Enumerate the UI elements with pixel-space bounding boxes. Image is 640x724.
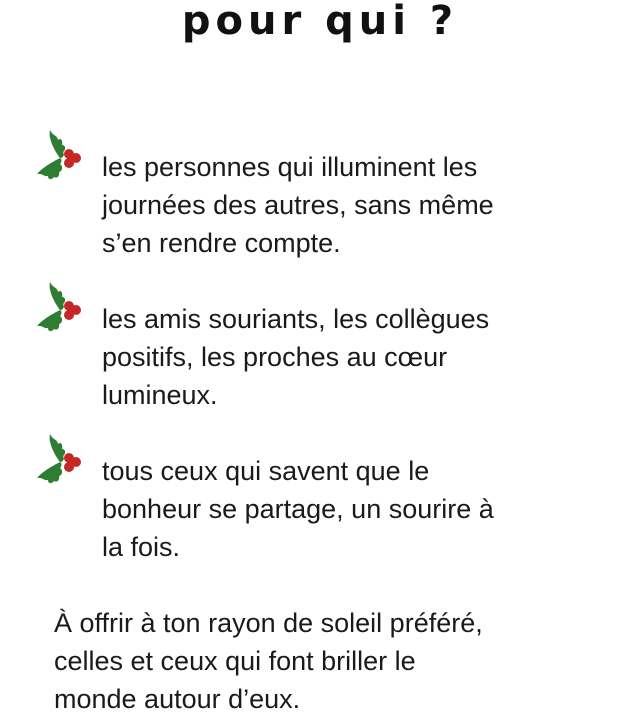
holly-icon [36,280,84,336]
list-item [36,128,616,280]
page-title: pour qui ? [181,0,459,44]
closing-paragraph: À offrir à ton rayon de soleil préféré, celles et ceux qui font briller le monde autour d’eux. [54,608,483,714]
list-item-text: tous ceux qui savent que le bonheur se partage, un sourire à la fois. [102,456,494,562]
list-item-text: les amis souriants, les collègues positifs, les proches au cœur lumineux. [102,304,490,410]
holly-icon [36,432,84,488]
list-item [36,280,616,432]
holly-icon [36,128,84,184]
list-item-text: les personnes qui illuminent les journées des autres, sans même s’en rendre compte. [102,152,494,258]
recipient-list [36,128,616,584]
list-item [36,432,616,584]
